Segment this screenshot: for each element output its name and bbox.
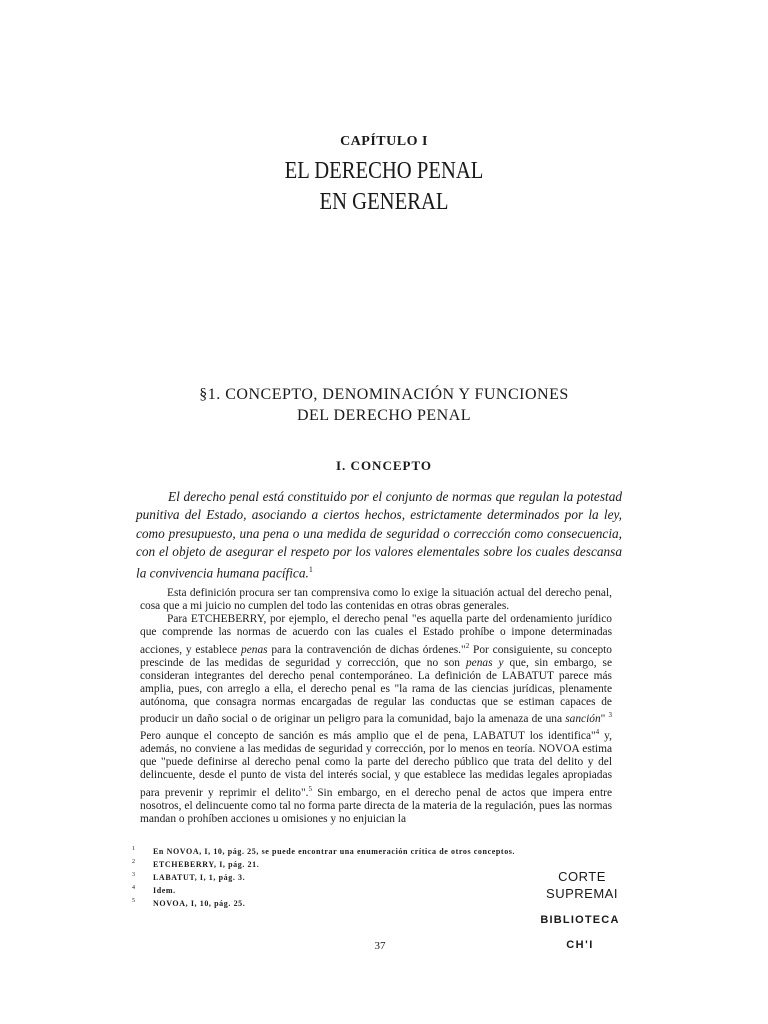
footnote [132,897,602,910]
stamp-line-1: CORTE [558,869,606,884]
body-text-run: que, sin embargo, se consideran integrantes del derecho penal contemporáneo. La definición de LABATUT parece más amplia, pues, con arreglo a ella, el derecho penal es "la rama de las ciencias jurídicas, plenamente autónoma, que consagra normas encargadas de regular las conductas que se estiman capaces de producir un daño social o de originar un peligro para la comunidad, bajo la amenaza de una [140,656,612,725]
subsection-heading: I. CONCEPTO [336,458,432,473]
page-number: 37 [374,940,386,952]
footnote-number: 3 [132,872,135,878]
definition-text: El derecho penal está constituido por el conjunto de normas que regulan la potestad punitiva del Estado, asociando a ciertos hechos, estrictamente determinados por la ley, como presupuesto, una pena o una medida de seguridad o corrección como consecuencia, con el objeto de asegurar el respeto por los valores elementales sobre los cuales descansa la convivencia humana pacífica. [136,489,622,581]
footnote-ref: 2 [465,641,470,650]
body-text-run: Por consiguiente, su concepto prescinde de las medidas de seguridad y corrección, que no son [140,643,612,669]
footnote-ref: 5 [308,784,312,793]
chapter-title [54,156,714,218]
footnote-number: 5 [132,898,135,904]
footnotes [132,845,602,910]
emphasis: penas y [465,656,504,669]
body-text-run: para la contravención de dichas órdenes." [267,643,466,656]
footnote [132,858,602,871]
body-paragraph-2 [140,613,612,826]
section-heading-line-1: §1. CONCEPTO, DENOMINACIÓN Y FUNCIONES [199,386,569,403]
stamp-line-3: BIBLIOTECA [540,914,620,926]
body-text-run: Pero aunque el concepto de sanción es más amplio que el de pena, LABATUT los identifica" [140,729,596,742]
chapter-label: CAPÍTULO I [340,134,428,149]
body-text [140,587,612,826]
section-heading [0,384,768,426]
section-heading-line-2: DEL DERECHO PENAL [296,407,472,424]
footnote-text: NOVOA, I, 10, pág. 25. [153,899,246,908]
library-stamp [536,868,628,902]
footnote-ref: 1 [308,565,313,575]
body-paragraph-1: Esta definición procura ser tan comprensiva como lo exige la situación actual del derecho penal, cosa que a mi juicio no cumplen del todo las contenidas en otras obras generales. [140,587,612,613]
body-text-run: y, además, no conviene a las medidas de seguridad y corrección, por lo menos en teoría. NOVOA estima que "puede definirse al derecho penal como la parte del derecho público que trata del delito y del delincuente, desde el punto de vista del interés social, y que establece las medidas legales apropiadas para prevenir y reprimir el delito". [140,729,612,799]
body-text-run: Para ETCHEBERRY, por ejemplo, el derecho penal "es aquella parte del ordenamiento jurídico que comprende las normas de acuerdo con las cuales el Estado prohíbe o impone determinadas acciones, y establece [140,613,612,656]
stamp-line-2: SUPREMAI [546,886,618,901]
footnote-text: En NOVOA, I, 10, pág. 25, se puede encontrar una enumeración crítica de otros conceptos. [153,847,516,856]
footnote-number: 4 [132,885,135,891]
chapter-title-line-2: EN GENERAL [319,189,449,215]
footnote-text: LABATUT, I, 1, pág. 3. [153,873,246,882]
footnote-ref: 4 [595,728,600,737]
emphasis: penas [241,643,268,656]
footnote [132,845,602,858]
chapter-title-line-1: EL DERECHO PENAL [284,158,484,184]
footnote-number: 1 [132,846,135,852]
stamp-line-4: CH'I [566,939,594,951]
body-text-run: Sin embargo, en el derecho penal de actos que impera entre nosotros, el delincuente como tal no forma parte directa de la materia de la regulación, pues las normas mandan o prohíben acciones u omisiones y no enjuician la [140,786,613,825]
footnote-text: Idem. [153,886,176,895]
footnote [132,884,602,897]
definition-paragraph [136,488,622,583]
footnote-number: 2 [132,859,135,865]
footnote-ref: 3 [608,711,612,720]
footnote [132,871,602,884]
emphasis: sanción [565,713,601,725]
body-text-run: " [600,713,609,725]
footnote-text: ETCHEBERRY, I, pág. 21. [153,860,260,869]
